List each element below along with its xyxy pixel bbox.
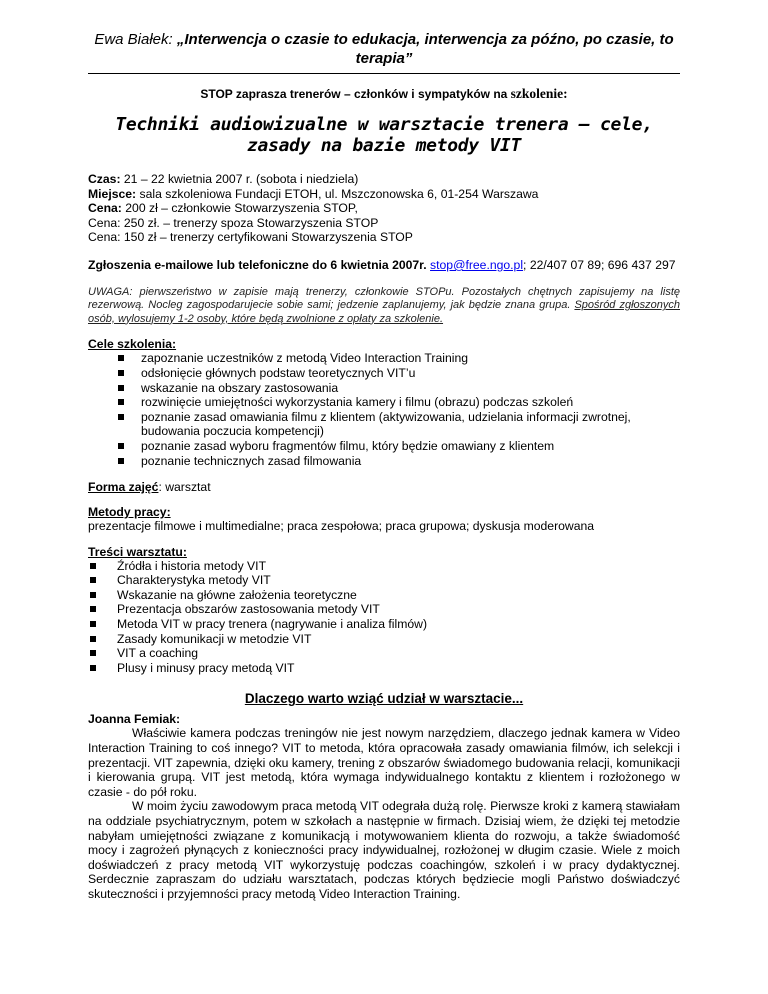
time-value: 21 – 22 kwietnia 2007 r. (sobota i niedziela): [120, 172, 359, 186]
price-label: Cena:: [88, 201, 122, 216]
author-name: Joanna Femiak:: [88, 712, 181, 727]
content-list: [88, 559, 680, 676]
note-text: UWAGA: pierwszeństwo w zapisie mają trenerzy, członkowie STOPu. Pozostałych chętnych zapisujemy na listę rezerwową. Nocleg zagospodarujecie sobie sami; jedzenie zaplanujemy, jak będzie znana grupa.: [88, 285, 680, 312]
list-item: Charakterystyka metody VIT: [88, 573, 680, 588]
methods-text: prezentacje filmowe i multimedialne; praca zespołowa; praca grupowa; dyskusja moderowana: [88, 519, 595, 534]
methods-heading: Metody pracy:: [88, 505, 171, 520]
list-item: Plusy i minusy pracy metodą VIT: [88, 661, 680, 676]
contact-paragraph: [88, 258, 680, 273]
form-value: : warsztat: [158, 480, 211, 495]
event-info: [88, 172, 680, 245]
price-line-1: [88, 201, 680, 216]
workshop-title: Techniki audiowizualne w warsztacie trenera – cele, zasady na bazie metody VIT: [115, 114, 653, 156]
time-label: Czas:: [88, 172, 121, 186]
invitation-line: [88, 86, 680, 102]
invitation-word: szkolenie:: [510, 86, 568, 101]
header-author: Ewa Białek:: [94, 31, 177, 48]
list-item: VIT a coaching: [88, 646, 680, 661]
goals-heading: Cele szkolenia:: [88, 337, 177, 352]
list-item: zapoznanie uczestników z metodą Video Interaction Training: [88, 351, 680, 366]
contact-text: Zgłoszenia e-mailowe lub telefoniczne do 6 kwietnia 2007r.: [88, 257, 427, 272]
time-line: [88, 172, 680, 187]
list-item: poznanie technicznych zasad filmowania: [88, 454, 680, 469]
list-item: poznanie zasad wyboru fragmentów filmu, który będzie omawiany z klientem: [88, 439, 680, 454]
document-page: [88, 30, 680, 902]
header-title: „Interwencja o czasie to edukacja, interwencja za późno, po czasie, to terapia”: [176, 31, 674, 67]
form-label: Forma zajęć: [88, 480, 159, 495]
list-item: wskazanie na obszary zastosowania: [88, 381, 680, 396]
price-value-1: 200 zł – członkowie Stowarzyszenia STOP,: [121, 201, 358, 216]
contact-phones: ; 22/407 07 89; 696 437 297: [523, 257, 676, 272]
list-item: Metoda VIT w pracy trenera (nagrywanie i analiza filmów): [88, 617, 680, 632]
why-paragraph-2: W moim życiu zawodowym praca metodą VIT odegrała dużą rolę. Pierwsze kroki z kamerą stawiałam na oddziale psychiatrycznym, potem w szkołach a następnie w firmach. Dzisiaj wiem, że dzięki tej metodzie nabyłam umiejętności związane z komunikacją i motywowaniem klienta do rozwoju, a także świadomość mocy i zagrożeń płynących z konieczności pracy indywidualnej, rozłożonej w długim czasie. Wiele z moich doświadczeń z pracy metodą VIT wykorzystuję podczas coachingów, szkoleń i w pracy dydaktycznej. Serdecznie zapraszam do udziału warsztatach, podczas których będziecie mogli Państwo doświadczyć skuteczności i przyjemności pracy metodą Video Interaction Training.: [88, 799, 680, 901]
place-value: sala szkoleniowa Fundacji ETOH, ul. Mszczonowska 6, 01-254 Warszawa: [136, 186, 539, 201]
price-line-3: Cena: 150 zł – trenerzy certyfikowani Stowarzyszenia STOP: [88, 230, 413, 245]
why-heading: Dlaczego warto wziąć udział w warsztacie...: [244, 691, 524, 707]
list-item: Źródła i historia metody VIT: [88, 559, 680, 574]
note-paragraph: [88, 286, 680, 327]
place-line: [88, 187, 680, 202]
price-line-2: Cena: 250 zł. – trenerzy spoza Stowarzyszenia STOP: [88, 215, 379, 230]
email-link[interactable]: stop@free.ngo.pl: [430, 257, 524, 272]
list-item: Wskazanie na główne założenia teoretyczne: [88, 588, 680, 603]
list-item: odsłonięcie głównych podstaw teoretycznych VIT’u: [88, 366, 680, 381]
list-item: Zasady komunikacji w metodzie VIT: [88, 632, 680, 647]
place-label: Miejsce:: [88, 186, 137, 201]
invitation-text: STOP zaprasza trenerów – członków i sympatyków na: [200, 87, 511, 101]
content-heading: Treści warsztatu:: [88, 544, 187, 559]
form-line: [88, 480, 680, 494]
list-item: rozwinięcie umiejętności wykorzystania kamery i filmu (obrazu) podczas szkoleń: [88, 395, 680, 410]
document-header: [88, 30, 680, 74]
goals-list: [88, 351, 680, 468]
why-paragraph-1: Właściwie kamera podczas treningów nie jest nowym narzędziem, dlaczego jednak kamera w Video Interaction Training to coś innego? VIT to metoda, która opracowała zasady omawiania filmów, ich selekcji i prezentacji. VIT zapewnia, dzięki oku kamery, trening z obszarów świadomego budowania relacji, komunikacji i kierowania grupą. VIT jest metodą, która wymaga indywidualnego kontaktu z klientem i rozłożonego w czasie - do pół roku.: [88, 726, 680, 799]
note-underlined: Spośród zgłoszonych osób, wylosujemy 1-2 osoby, które będą zwolnione z opłaty za szkolenie.: [88, 299, 681, 325]
list-item: Prezentacja obszarów zastosowania metody VIT: [88, 602, 680, 617]
list-item: poznanie zasad omawiania filmu z klientem (aktywizowania, udzielania informacji zwrotnej, budowania poczucia kompetencji): [88, 410, 680, 439]
